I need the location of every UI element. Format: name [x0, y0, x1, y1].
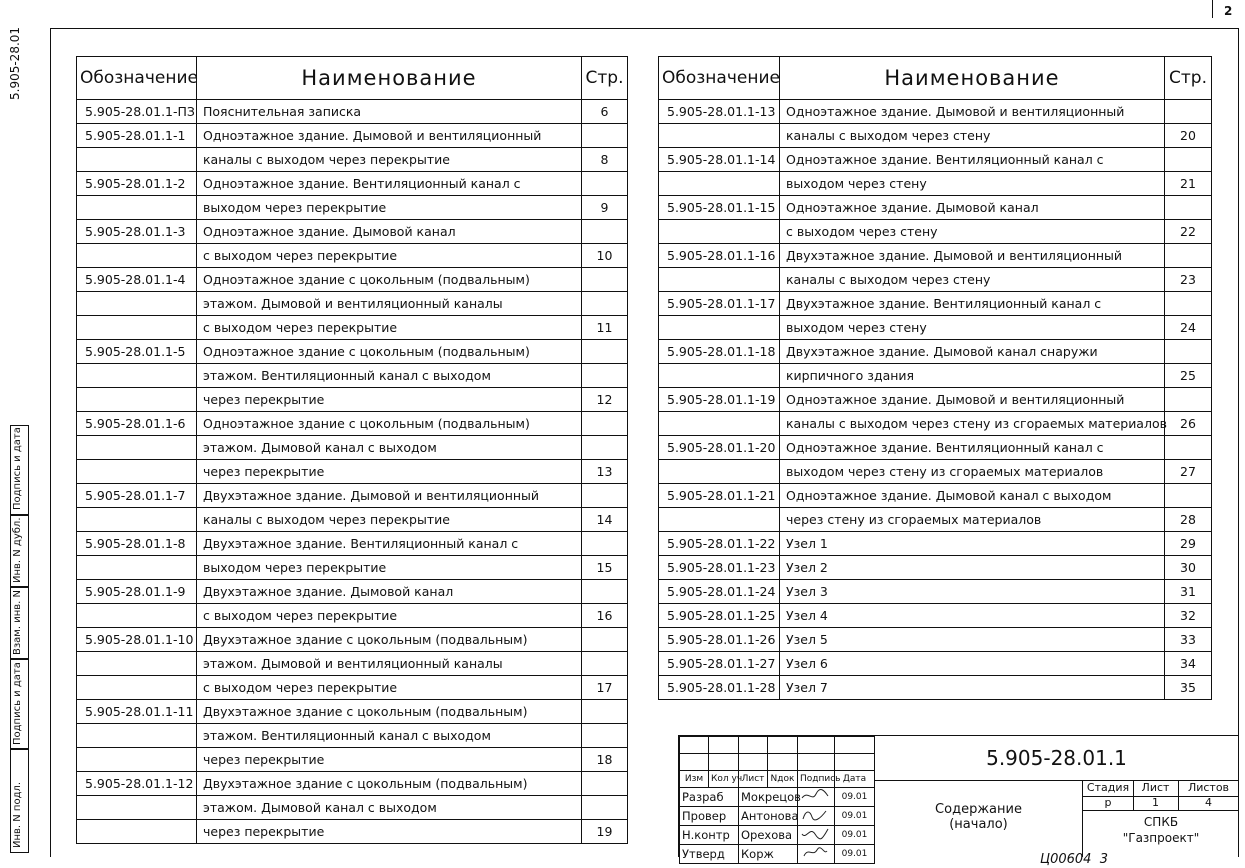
- row-name: выходом через перекрытие: [197, 196, 582, 220]
- row-page: [582, 172, 628, 196]
- bottom-stamp: Ц00604 3: [1040, 852, 1108, 867]
- table-row: [77, 820, 628, 844]
- row-page: [1165, 292, 1212, 316]
- row-name: Узел 3: [780, 580, 1165, 604]
- row-name: Узел 1: [780, 532, 1165, 556]
- signer-date: 09.01: [835, 807, 875, 826]
- row-code: [77, 748, 197, 772]
- row-code: 5.905-28.01.1-6: [77, 412, 197, 436]
- col-list: Лист: [739, 771, 768, 788]
- side-label-vzam-inv: Взам. инв. N: [12, 590, 23, 655]
- table-row: [659, 172, 1212, 196]
- table-row: [659, 412, 1212, 436]
- row-page: [582, 412, 628, 436]
- row-code: [77, 652, 197, 676]
- row-page: 33: [1165, 628, 1212, 652]
- row-code: 5.905-28.01.1-2: [77, 172, 197, 196]
- register-table-right: [658, 56, 1212, 700]
- table-row: [77, 196, 628, 220]
- row-name: каналы с выходом через стену из сгораемых материалов: [780, 412, 1165, 436]
- top-right-tick: [1212, 0, 1213, 18]
- side-label-inv-dubl: Инв. N дубл.: [12, 517, 23, 583]
- row-code: 5.905-28.01.1-16: [659, 244, 780, 268]
- row-page: 14: [582, 508, 628, 532]
- row-name: через перекрытие: [197, 388, 582, 412]
- row-page: [582, 580, 628, 604]
- row-page: [582, 220, 628, 244]
- table-row: [77, 436, 628, 460]
- row-page: 6: [582, 100, 628, 124]
- table-row: [77, 292, 628, 316]
- row-code: [77, 436, 197, 460]
- row-page: [1165, 100, 1212, 124]
- side-code: 5.905-28.01: [8, 26, 22, 100]
- table-row: [659, 580, 1212, 604]
- row-name: Одноэтажное здание. Вентиляционный канал с: [197, 172, 582, 196]
- row-code: [659, 460, 780, 484]
- stage-value: р: [1083, 796, 1134, 811]
- table-row: [77, 604, 628, 628]
- row-name: Одноэтажное здание. Дымовой канал с выходом: [780, 484, 1165, 508]
- col-izm: Изм: [680, 771, 709, 788]
- row-page: 23: [1165, 268, 1212, 292]
- row-code: [659, 316, 780, 340]
- row-page: [582, 364, 628, 388]
- row-name: Одноэтажное здание. Вентиляционный канал с: [780, 148, 1165, 172]
- row-name: через перекрытие: [197, 748, 582, 772]
- table-row: [659, 148, 1212, 172]
- row-code: [77, 676, 197, 700]
- row-code: [77, 388, 197, 412]
- row-code: [77, 148, 197, 172]
- signer-role: Н.контр: [680, 826, 739, 845]
- row-code: 5.905-28.01.1-14: [659, 148, 780, 172]
- table-row: [659, 292, 1212, 316]
- table-row: [77, 724, 628, 748]
- row-page: 34: [1165, 652, 1212, 676]
- sheet-label: Лист: [1133, 780, 1179, 797]
- row-code: [659, 124, 780, 148]
- side-label-inv-podl: Инв. N подл.: [12, 781, 23, 848]
- table-row: [659, 268, 1212, 292]
- row-page: 15: [582, 556, 628, 580]
- row-page: [1165, 484, 1212, 508]
- header-page: Стр.: [1165, 57, 1212, 100]
- table-row: [659, 676, 1212, 700]
- row-code: 5.905-28.01.1-26: [659, 628, 780, 652]
- row-code: 5.905-28.01.1-25: [659, 604, 780, 628]
- col-data: Дата: [835, 771, 875, 788]
- row-code: [77, 460, 197, 484]
- row-name: Одноэтажное здание с цокольным (подвальным): [197, 268, 582, 292]
- row-page: [1165, 244, 1212, 268]
- row-name: с выходом через перекрытие: [197, 604, 582, 628]
- row-code: 5.905-28.01.1-24: [659, 580, 780, 604]
- row-name: Одноэтажное здание. Дымовой и вентиляционный: [780, 388, 1165, 412]
- row-name: выходом через стену из сгораемых материалов: [780, 460, 1165, 484]
- row-name: через перекрытие: [197, 820, 582, 844]
- table-row: [659, 508, 1212, 532]
- table-row: [659, 196, 1212, 220]
- table-row: [659, 100, 1212, 124]
- row-code: 5.905-28.01.1-ПЗ: [77, 100, 197, 124]
- row-name: Двухэтажное здание с цокольным (подвальным): [197, 628, 582, 652]
- side-label-sign-date-1: Подпись и дата: [12, 427, 23, 510]
- table-row: [659, 436, 1212, 460]
- row-page: 16: [582, 604, 628, 628]
- row-page: [1165, 388, 1212, 412]
- signer-date: 09.01: [835, 826, 875, 845]
- table-row: [77, 796, 628, 820]
- row-name: с выходом через перекрытие: [197, 244, 582, 268]
- row-name: Одноэтажное здание. Дымовой и вентиляционный: [197, 124, 582, 148]
- table-row: [659, 604, 1212, 628]
- row-name: Одноэтажное здание. Дымовой и вентиляционный: [780, 100, 1165, 124]
- sheets-value: 4: [1178, 796, 1239, 811]
- row-name: выходом через стену: [780, 172, 1165, 196]
- table-row: [659, 364, 1212, 388]
- row-page: [582, 268, 628, 292]
- row-code: 5.905-28.01.1-5: [77, 340, 197, 364]
- table-row: [77, 652, 628, 676]
- row-code: 5.905-28.01.1-19: [659, 388, 780, 412]
- col-podpis: Подпись: [798, 771, 835, 788]
- row-name: Узел 4: [780, 604, 1165, 628]
- row-code: [659, 268, 780, 292]
- row-name: Одноэтажное здание с цокольным (подвальным): [197, 340, 582, 364]
- row-page: [582, 484, 628, 508]
- row-name: этажом. Дымовой канал с выходом: [197, 796, 582, 820]
- row-code: 5.905-28.01.1-22: [659, 532, 780, 556]
- row-page: 10: [582, 244, 628, 268]
- row-page: [582, 292, 628, 316]
- row-code: [77, 292, 197, 316]
- row-code: [77, 316, 197, 340]
- row-name: Двухэтажное здание. Дымовой канал снаружи: [780, 340, 1165, 364]
- row-code: [659, 220, 780, 244]
- row-name: Узел 5: [780, 628, 1165, 652]
- table-row: [659, 532, 1212, 556]
- table-row: [659, 484, 1212, 508]
- title-doc-code: 5.905-28.01.1: [874, 736, 1238, 781]
- table-row: [659, 556, 1212, 580]
- table-row: [659, 220, 1212, 244]
- row-page: [582, 724, 628, 748]
- table-row: [77, 508, 628, 532]
- row-code: [77, 244, 197, 268]
- row-name: выходом через перекрытие: [197, 556, 582, 580]
- row-page: 19: [582, 820, 628, 844]
- row-code: 5.905-28.01.1-11: [77, 700, 197, 724]
- table-row: [77, 388, 628, 412]
- row-page: 9: [582, 196, 628, 220]
- row-name: каналы с выходом через стену: [780, 124, 1165, 148]
- row-name: через перекрытие: [197, 460, 582, 484]
- table-row: [77, 220, 628, 244]
- table-row: [659, 244, 1212, 268]
- row-name: этажом. Дымовой и вентиляционный каналы: [197, 652, 582, 676]
- row-page: 24: [1165, 316, 1212, 340]
- row-page: 35: [1165, 676, 1212, 700]
- table-row: [659, 628, 1212, 652]
- row-name: Двухэтажное здание. Вентиляционный канал с: [780, 292, 1165, 316]
- row-code: 5.905-28.01.1-27: [659, 652, 780, 676]
- signature-header-row: [680, 771, 875, 788]
- row-page: 27: [1165, 460, 1212, 484]
- row-name: с выходом через перекрытие: [197, 676, 582, 700]
- row-name: Двухэтажное здание. Дымовой канал: [197, 580, 582, 604]
- row-code: [659, 508, 780, 532]
- row-page: 8: [582, 148, 628, 172]
- title-sheet-name: Содержание (начало): [874, 780, 1082, 857]
- signer-role: Разраб: [680, 788, 739, 807]
- header-code: Обозначение: [659, 57, 780, 100]
- row-page: 20: [1165, 124, 1212, 148]
- table-row: [77, 100, 628, 124]
- signer-role: Утверд: [680, 845, 739, 864]
- table-row: [77, 484, 628, 508]
- row-name: Двухэтажное здание с цокольным (подвальным): [197, 772, 582, 796]
- header-name: Наименование: [197, 57, 582, 100]
- table-row: [77, 580, 628, 604]
- table-row: [77, 460, 628, 484]
- stage-label: Стадия: [1083, 780, 1134, 797]
- table-row: [77, 700, 628, 724]
- sheet-value: 1: [1133, 796, 1179, 811]
- signer-row: [680, 845, 875, 864]
- row-name: этажом. Вентиляционный канал с выходом: [197, 724, 582, 748]
- table-row: [659, 652, 1212, 676]
- table-row: [77, 364, 628, 388]
- table-row: [77, 772, 628, 796]
- signature-mark: [798, 845, 835, 864]
- row-code: [659, 412, 780, 436]
- register-table-left: [76, 56, 628, 844]
- table-row: [77, 676, 628, 700]
- sheets-label: Листов: [1178, 780, 1239, 797]
- row-name: Одноэтажное здание. Дымовой канал: [197, 220, 582, 244]
- row-page: [582, 796, 628, 820]
- table-row: [659, 124, 1212, 148]
- row-page: [582, 436, 628, 460]
- row-name: Одноэтажное здание. Дымовой канал: [780, 196, 1165, 220]
- row-code: 5.905-28.01.1-8: [77, 532, 197, 556]
- signer-role: Провер: [680, 807, 739, 826]
- row-code: 5.905-28.01.1-3: [77, 220, 197, 244]
- row-name: кирпичного здания: [780, 364, 1165, 388]
- row-code: 5.905-28.01.1-13: [659, 100, 780, 124]
- row-code: [659, 172, 780, 196]
- row-code: [77, 820, 197, 844]
- side-label-sign-date-2: Подпись и дата: [12, 662, 23, 745]
- row-page: 21: [1165, 172, 1212, 196]
- row-page: [582, 340, 628, 364]
- table-row: [77, 532, 628, 556]
- signer-row: [680, 807, 875, 826]
- signature-mark: [798, 807, 835, 826]
- row-code: 5.905-28.01.1-4: [77, 268, 197, 292]
- table-row: [77, 172, 628, 196]
- row-name: Двухэтажное здание. Дымовой и вентиляционный: [780, 244, 1165, 268]
- row-page: [582, 532, 628, 556]
- row-page: 25: [1165, 364, 1212, 388]
- row-code: 5.905-28.01.1-7: [77, 484, 197, 508]
- row-name: Узел 2: [780, 556, 1165, 580]
- row-name: Двухэтажное здание. Дымовой и вентиляционный: [197, 484, 582, 508]
- row-name: Пояснительная записка: [197, 100, 582, 124]
- row-page: [1165, 196, 1212, 220]
- row-code: [77, 508, 197, 532]
- header-page: Стр.: [582, 57, 628, 100]
- row-code: 5.905-28.01.1-21: [659, 484, 780, 508]
- row-page: 18: [582, 748, 628, 772]
- row-code: 5.905-28.01.1-12: [77, 772, 197, 796]
- row-code: [77, 796, 197, 820]
- row-page: 11: [582, 316, 628, 340]
- row-page: [1165, 436, 1212, 460]
- row-page: 22: [1165, 220, 1212, 244]
- row-name: Узел 7: [780, 676, 1165, 700]
- row-page: [582, 124, 628, 148]
- signature-mark: [798, 826, 835, 845]
- table-row: [659, 388, 1212, 412]
- table-row: [77, 268, 628, 292]
- signature-grid: [679, 736, 875, 864]
- row-page: 26: [1165, 412, 1212, 436]
- row-name: этажом. Дымовой канал с выходом: [197, 436, 582, 460]
- row-page: [582, 700, 628, 724]
- table-row: [77, 124, 628, 148]
- row-code: 5.905-28.01.1-9: [77, 580, 197, 604]
- row-page: 13: [582, 460, 628, 484]
- row-name: каналы с выходом через перекрытие: [197, 508, 582, 532]
- table-header-row: [77, 57, 628, 100]
- table-row: [77, 244, 628, 268]
- signer-row: [680, 826, 875, 845]
- signer-name: Корж: [739, 845, 798, 864]
- row-code: [77, 364, 197, 388]
- row-name: Узел 6: [780, 652, 1165, 676]
- col-kol-uch: Кол уч: [709, 771, 739, 788]
- table-row: [77, 148, 628, 172]
- table-row: [77, 412, 628, 436]
- row-code: [77, 724, 197, 748]
- header-name: Наименование: [780, 57, 1165, 100]
- table-header-row: [659, 57, 1212, 100]
- row-code: 5.905-28.01.1-17: [659, 292, 780, 316]
- row-name: каналы с выходом через стену: [780, 268, 1165, 292]
- row-page: [1165, 148, 1212, 172]
- table-row: [659, 340, 1212, 364]
- signer-name: Антонова: [739, 807, 798, 826]
- row-code: 5.905-28.01.1-18: [659, 340, 780, 364]
- row-page: [582, 652, 628, 676]
- signer-date: 09.01: [835, 788, 875, 807]
- row-page: 28: [1165, 508, 1212, 532]
- table-row: [77, 340, 628, 364]
- row-page: [582, 772, 628, 796]
- signer-name: Мокрецов: [739, 788, 798, 807]
- table-row: [77, 316, 628, 340]
- row-code: 5.905-28.01.1-23: [659, 556, 780, 580]
- table-row: [659, 460, 1212, 484]
- organization: СПКБ "Газпроект": [1122, 815, 1200, 845]
- row-code: 5.905-28.01.1-10: [77, 628, 197, 652]
- row-code: [77, 196, 197, 220]
- row-page: 30: [1165, 556, 1212, 580]
- row-code: 5.905-28.01.1-28: [659, 676, 780, 700]
- row-page: 31: [1165, 580, 1212, 604]
- header-code: Обозначение: [77, 57, 197, 100]
- row-page: [1165, 340, 1212, 364]
- table-row: [77, 556, 628, 580]
- sheet-number-top: 2: [1224, 4, 1233, 18]
- row-name: Двухэтажное здание с цокольным (подвальным): [197, 700, 582, 724]
- signature-mark: [798, 788, 835, 807]
- row-name: Одноэтажное здание с цокольным (подвальным): [197, 412, 582, 436]
- table-row: [77, 748, 628, 772]
- row-code: 5.905-28.01.1-1: [77, 124, 197, 148]
- row-page: [582, 628, 628, 652]
- row-page: 17: [582, 676, 628, 700]
- row-name: выходом через стену: [780, 316, 1165, 340]
- row-name: этажом. Дымовой и вентиляционный каналы: [197, 292, 582, 316]
- row-page: 32: [1165, 604, 1212, 628]
- row-page: 12: [582, 388, 628, 412]
- table-row: [77, 628, 628, 652]
- signer-row: [680, 788, 875, 807]
- row-page: 29: [1165, 532, 1212, 556]
- table-row: [659, 316, 1212, 340]
- row-code: [77, 556, 197, 580]
- signer-name: Орехова: [739, 826, 798, 845]
- row-name: Одноэтажное здание. Вентиляционный канал с: [780, 436, 1165, 460]
- row-name: каналы с выходом через перекрытие: [197, 148, 582, 172]
- row-name: Двухэтажное здание. Вентиляционный канал с: [197, 532, 582, 556]
- row-name: с выходом через перекрытие: [197, 316, 582, 340]
- row-name: с выходом через стену: [780, 220, 1165, 244]
- row-code: [659, 364, 780, 388]
- row-code: [77, 604, 197, 628]
- row-code: 5.905-28.01.1-15: [659, 196, 780, 220]
- row-name: через стену из сгораемых материалов: [780, 508, 1165, 532]
- signer-date: 09.01: [835, 845, 875, 864]
- col-ndok: Nдок: [768, 771, 798, 788]
- row-code: 5.905-28.01.1-20: [659, 436, 780, 460]
- row-name: этажом. Вентиляционный канал с выходом: [197, 364, 582, 388]
- stage-grid: [1082, 780, 1239, 857]
